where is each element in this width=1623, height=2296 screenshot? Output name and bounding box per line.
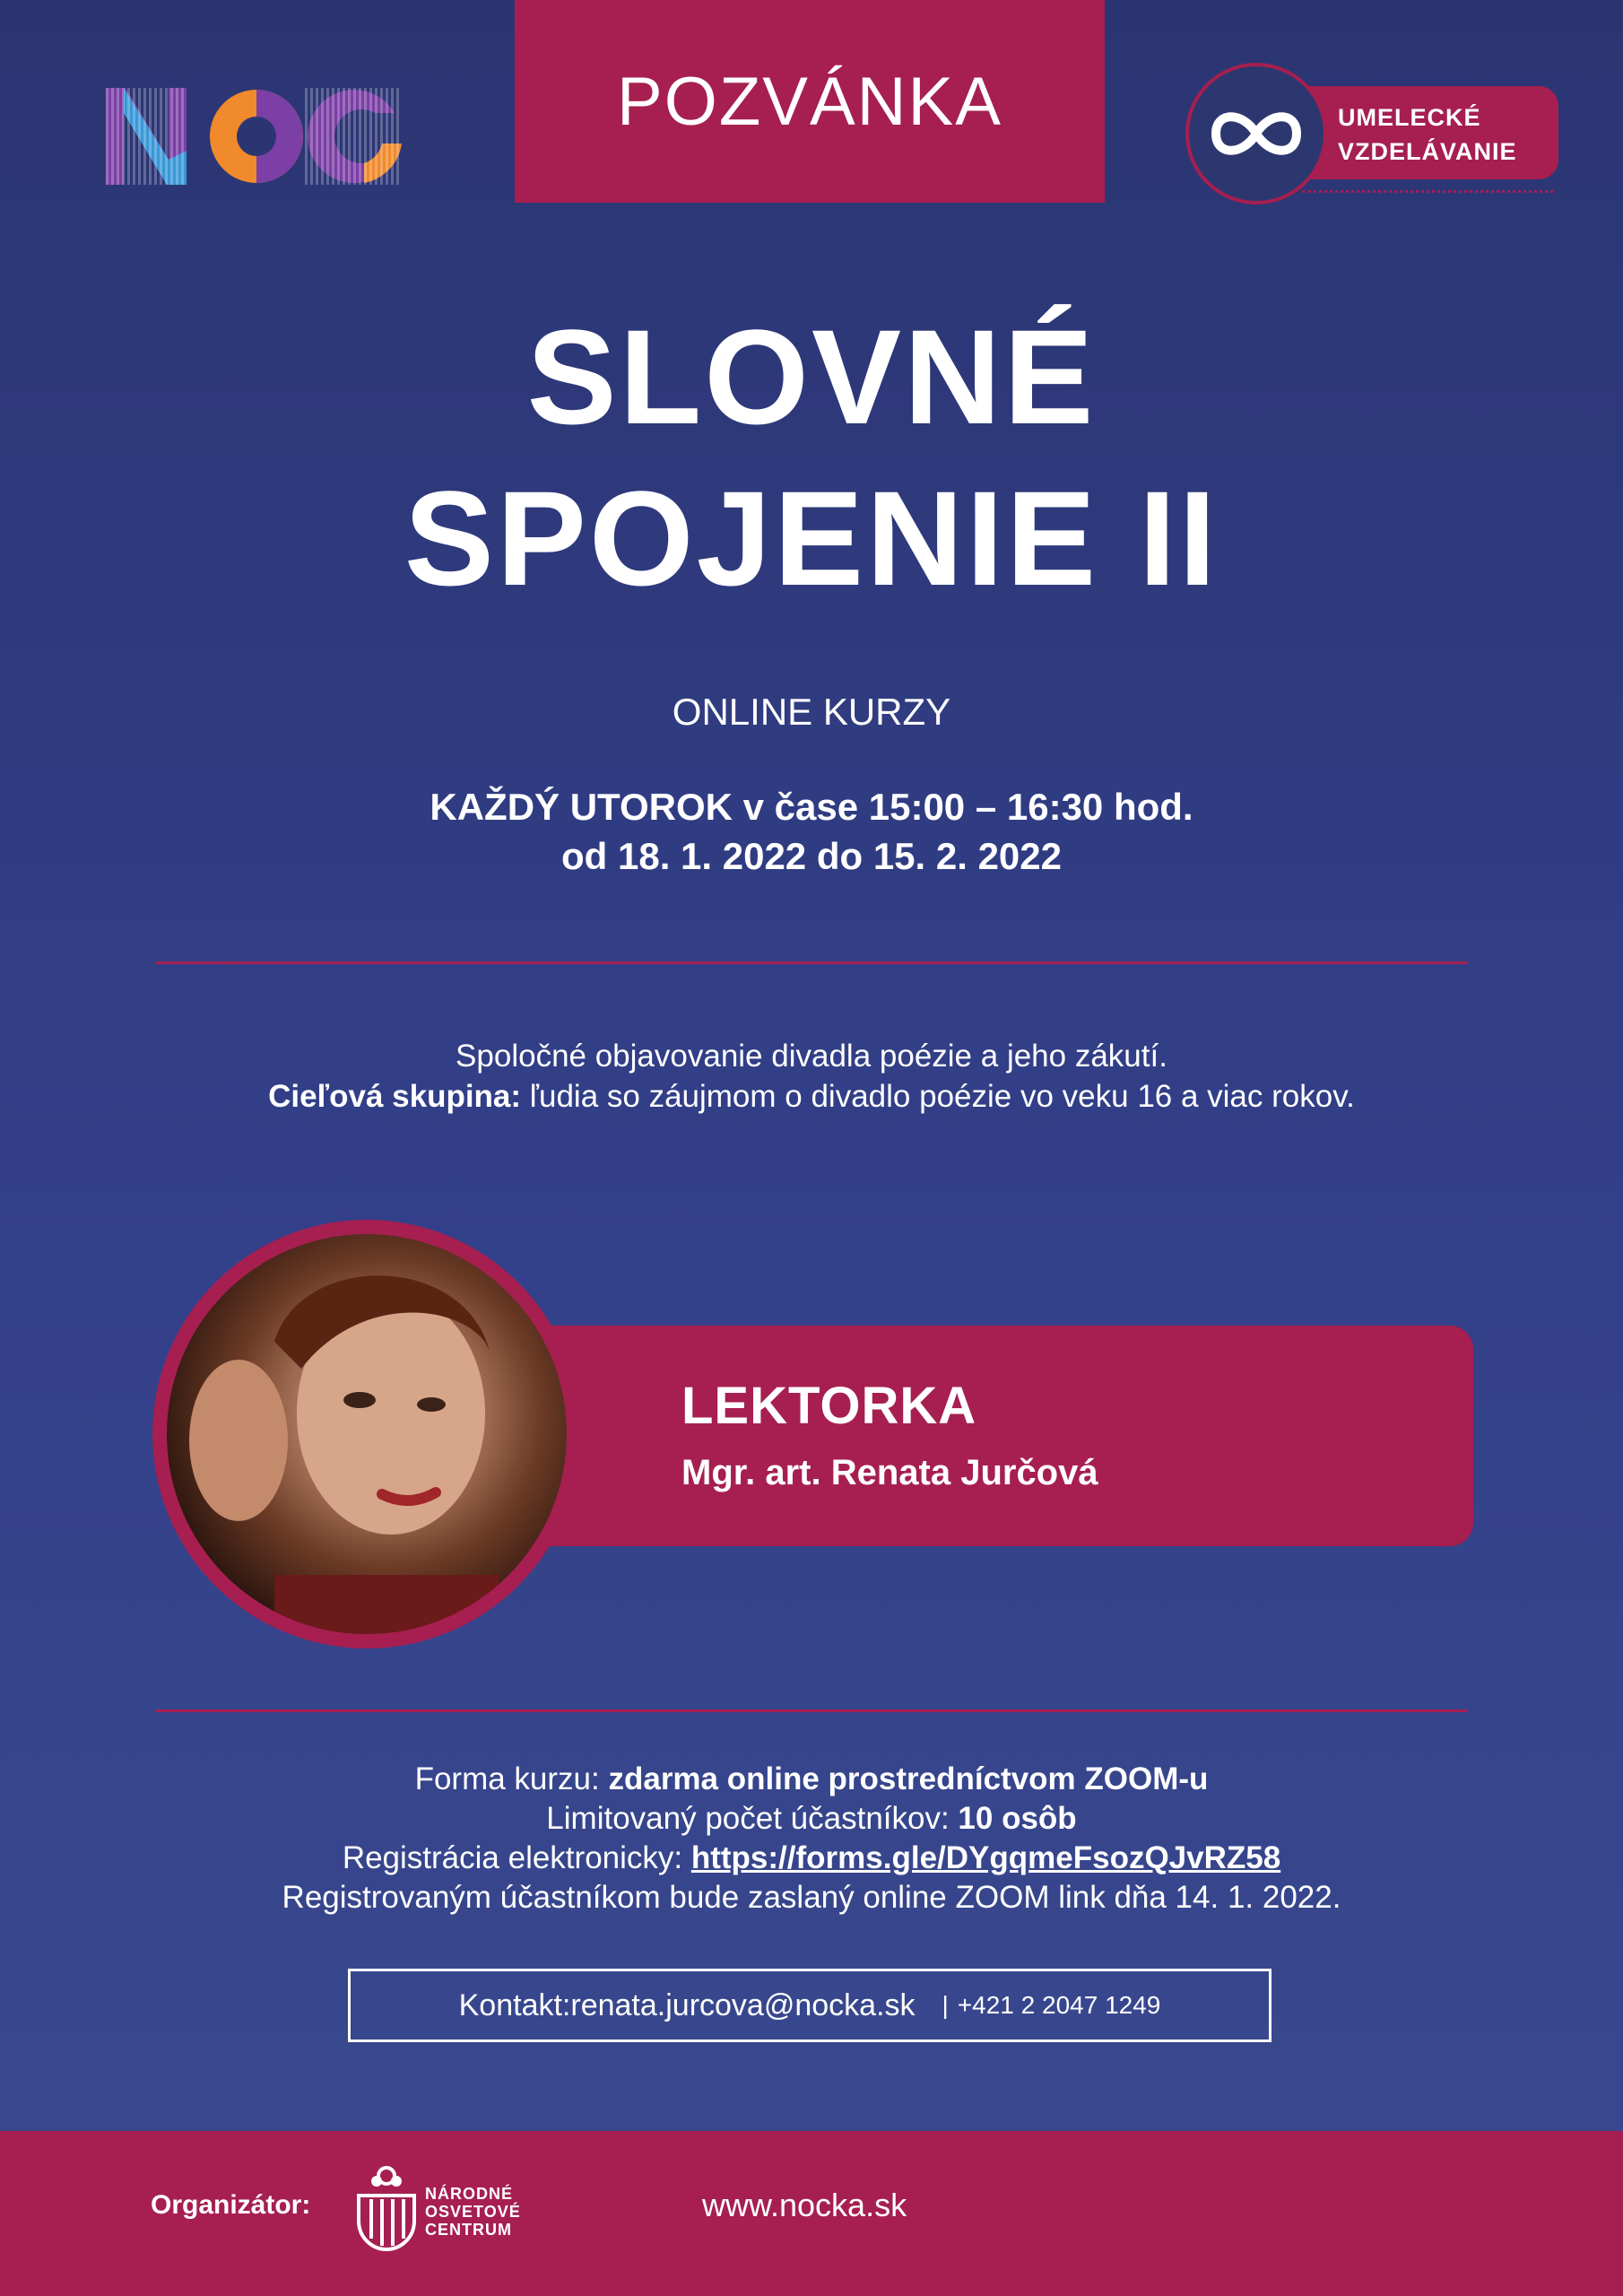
registration-note: Registrovaným účastníkom bude zaslaný online ZOOM link dňa 14. 1. 2022. <box>282 1880 1341 1915</box>
lecturer-label: LEKTORKA <box>681 1377 977 1435</box>
website-link[interactable]: www.nocka.sk <box>702 2187 907 2223</box>
schedule-line1: KAŽDÝ UTOROK v čase 15:00 – 16:30 hod. <box>430 786 1193 828</box>
target-group <box>0 1076 1623 1117</box>
noc-logo <box>106 88 402 185</box>
description <box>0 1036 1623 1117</box>
contact-label: Kontakt: <box>458 1987 571 2022</box>
logo-text <box>1338 100 1517 169</box>
contact-box <box>348 1969 1271 2042</box>
description-line1: Spoločné objavovanie divadla poézie a jeho zákutí. <box>456 1039 1167 1074</box>
schedule <box>0 782 1623 881</box>
course-form-value: zdarma online prostredníctvom ZOOM-u <box>608 1761 1209 1796</box>
page-title <box>0 296 1623 619</box>
logo-text-line2: VZDELÁVANIE <box>1338 138 1517 165</box>
infinity-icon <box>1185 63 1327 204</box>
target-group-label: Cieľová skupina: <box>268 1079 522 1114</box>
organizer-name-line1: NÁRODNÉ <box>425 2185 514 2203</box>
lecturer-banner <box>502 1326 1473 1546</box>
course-form <box>0 1760 1623 1799</box>
subtitle: ONLINE KURZY <box>672 691 951 733</box>
course-info <box>0 1760 1623 1918</box>
course-form-label: Forma kurzu: <box>414 1761 609 1796</box>
registration-label: Registrácia elektronicky: <box>342 1840 691 1875</box>
organizer-name-line2: OSVETOVÉ <box>425 2203 521 2221</box>
participant-limit <box>0 1799 1623 1839</box>
title-line2: SPOJENIE II <box>404 463 1219 613</box>
contact-email[interactable]: renata.jurcova@nocka.sk <box>570 1987 916 2022</box>
participant-limit-value: 10 osôb <box>958 1801 1077 1836</box>
lecturer-name: Mgr. art. Renata Jurčová <box>681 1453 1098 1492</box>
organizer-label: Organizátor: <box>151 2190 311 2220</box>
lecturer-portrait <box>167 1234 567 1634</box>
registration <box>0 1839 1623 1878</box>
organizer-name-line3: CENTRUM <box>425 2221 512 2239</box>
schedule-line2: od 18. 1. 2022 do 15. 2. 2022 <box>561 835 1062 877</box>
lecturer-photo <box>152 1220 581 1648</box>
contact-separator: | <box>942 1991 949 2019</box>
invitation-badge: POZVÁNKA <box>515 0 1105 203</box>
umelecke-vzdelavanie-logo <box>1185 63 1562 206</box>
target-group-text: ľudia so záujmom o divadlo poézie vo veku 16 a viac rokov. <box>521 1079 1355 1114</box>
divider-bottom <box>155 1709 1468 1712</box>
participant-limit-label: Limitovaný počet účastníkov: <box>546 1801 959 1836</box>
contact-phone[interactable]: +421 2 2047 1249 <box>957 1991 1161 2019</box>
logo-dotted-line <box>1302 190 1553 193</box>
organizer-name <box>425 2185 521 2239</box>
registration-link[interactable]: https://forms.gle/DYgqmeFsozQJvRZ58 <box>690 1840 1281 1875</box>
noc-seal-icon <box>355 2163 418 2251</box>
title-line1: SLOVNÉ <box>526 301 1097 452</box>
logo-text-line1: UMELECKÉ <box>1338 104 1481 131</box>
divider-top <box>155 961 1468 964</box>
